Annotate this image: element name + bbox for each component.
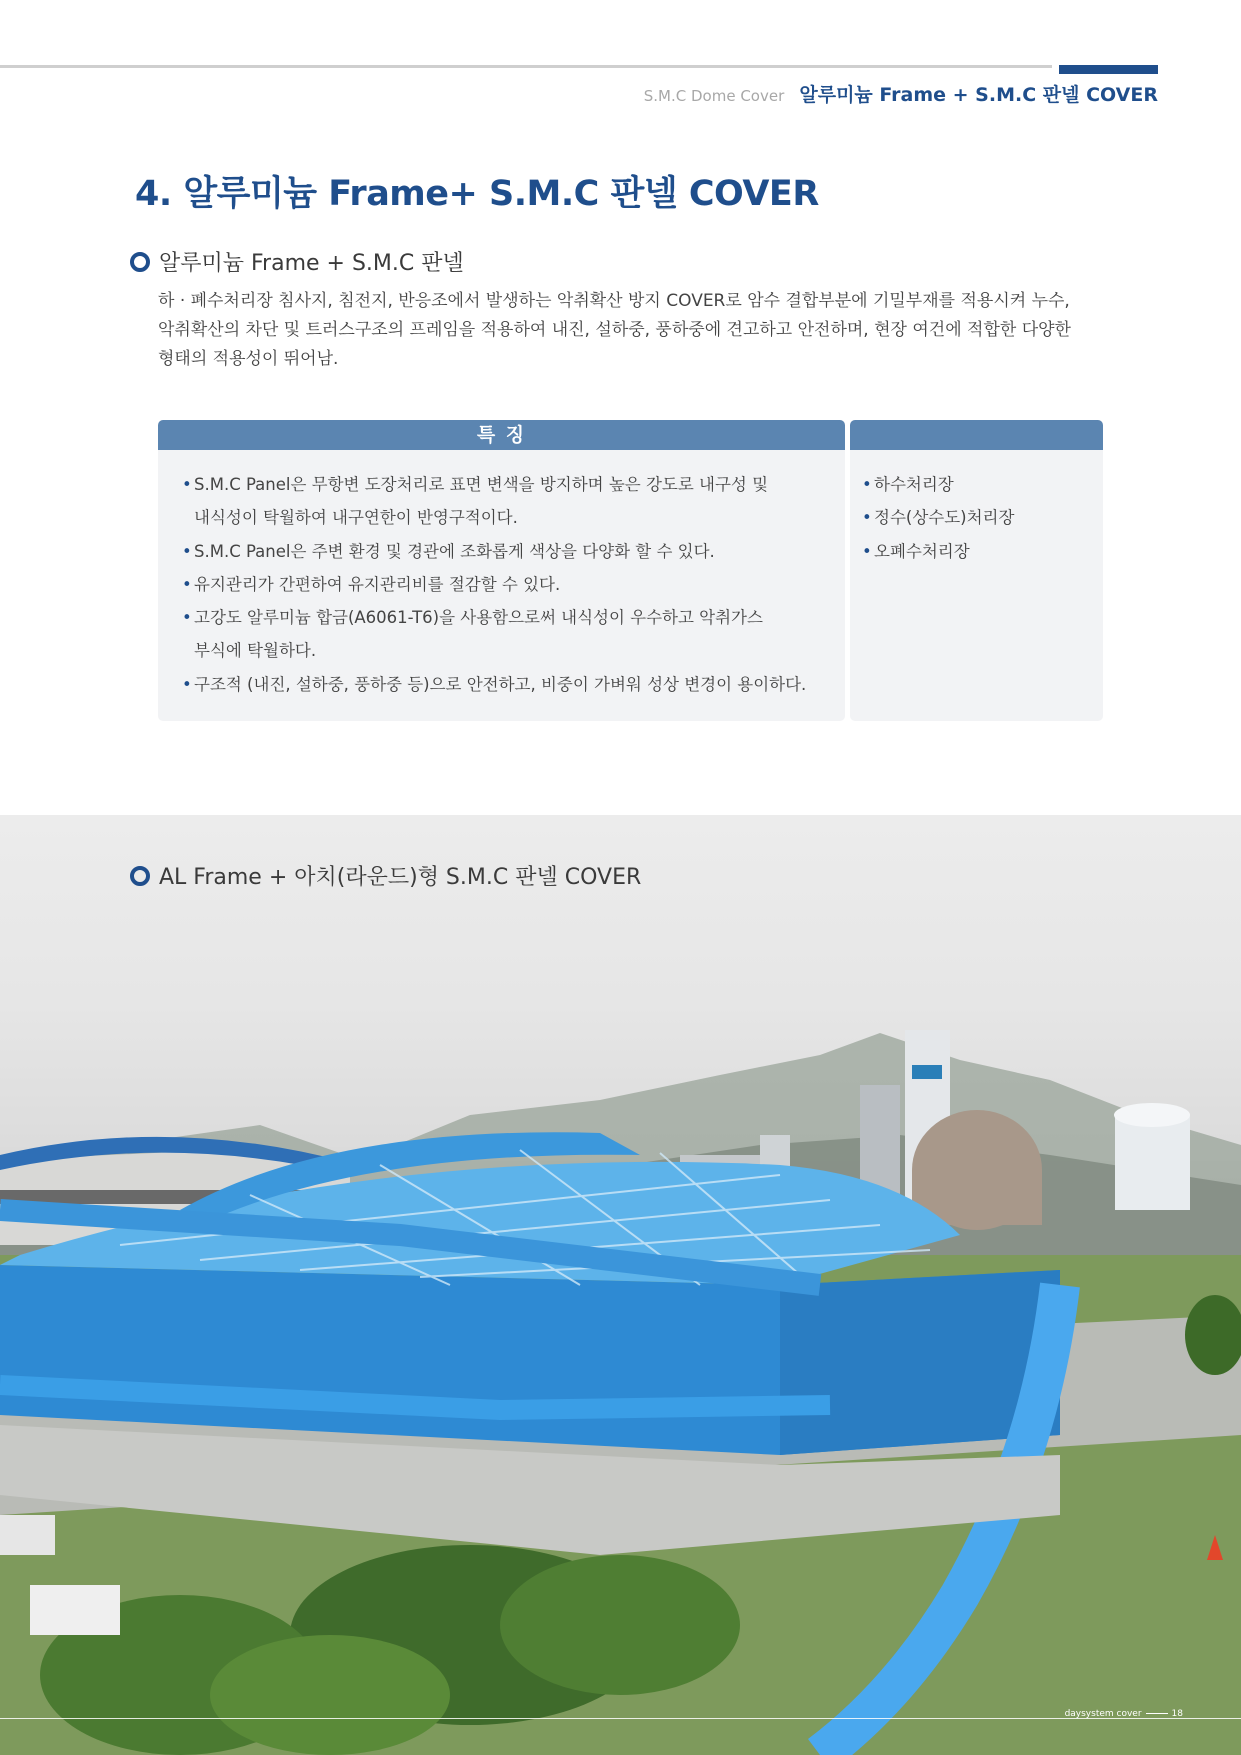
description-line: 형태의 적용성이 뛰어남. [158,349,339,369]
features-list-panel [158,450,845,721]
section-description [158,287,1088,374]
application-item: • 하수처리장 [864,468,1103,501]
running-header-title: 알루미늄 Frame + S.M.C 판넬 COVER [799,84,1158,106]
footer-rule [0,1718,1241,1719]
features-table-header: 특 징 [158,420,845,450]
feature-item-line: 내식성이 탁월하여 내구연한이 반영구적이다. [194,508,518,528]
running-header-subtitle: S.M.C Dome Cover [643,87,785,105]
feature-item [184,535,825,568]
feature-item [184,601,825,668]
feature-item-line: • 고강도 알루미늄 합금(A6061-T6)을 사용함으로써 내식성이 우수하고 악취가스 [194,608,763,628]
running-header [644,80,1158,107]
application-item: • 오폐수처리장 [864,535,1103,568]
bullet-ring-icon [130,866,150,886]
feature-item-line: 부식에 탁월하다. [194,641,317,661]
page-number: 18 [1171,1709,1183,1719]
feature-item-line: • 구조적 (내진, 설하중, 풍하중 등)으로 안전하고, 비중이 가벼워 성상 변경이 용이하다. [194,674,807,694]
page-title: 4. 알루미늄 Frame+ S.M.C 판넬 COVER [135,174,819,214]
applications-table-header [850,420,1103,450]
feature-item [184,668,825,701]
bullet-ring-icon [130,252,150,272]
feature-item-line: • 유지관리가 간편하여 유지관리비를 절감할 수 있다. [194,574,561,594]
section-heading-text: AL Frame + 아치(라운드)형 S.M.C 판넬 COVER [159,865,642,890]
feature-item [184,568,825,601]
section-heading-text: 알루미늄 Frame + S.M.C 판넬 [159,251,464,276]
page-footer [1065,1709,1183,1719]
feature-item-line: • S.M.C Panel은 무항변 도장처리로 표면 변색을 방지하며 높은 강도로 내구성 및 [194,475,769,494]
section-heading-arch-cover [130,860,641,891]
header-accent-bar [1059,65,1158,74]
feature-item [184,468,825,535]
application-item: • 정수(상수도)처리장 [864,501,1103,534]
feature-item-line: • S.M.C Panel은 주변 환경 및 경관에 조화롭게 색상을 다양화 할 수 있다. [194,541,715,561]
section-heading-frame-panel [130,246,464,277]
site-photo-illustration [0,815,1241,1755]
footer-brand: daysystem cover [1064,1709,1142,1719]
header-rule [0,65,1052,68]
site-photo [0,815,1241,1755]
description-line: 악취확산의 차단 및 트러스구조의 프레임을 적용하여 내진, 설하중, 풍하중에 견고하고 안전하며, 현장 여건에 적합한 다양한 [158,320,1071,340]
applications-list-panel [850,450,1103,721]
footer-divider [1146,1713,1168,1714]
description-line: 하 · 폐수처리장 침사지, 침전지, 반응조에서 발생하는 악취확산 방지 COVER로 암수 결합부분에 기밀부재를 적용시켜 누수, [158,291,1070,311]
